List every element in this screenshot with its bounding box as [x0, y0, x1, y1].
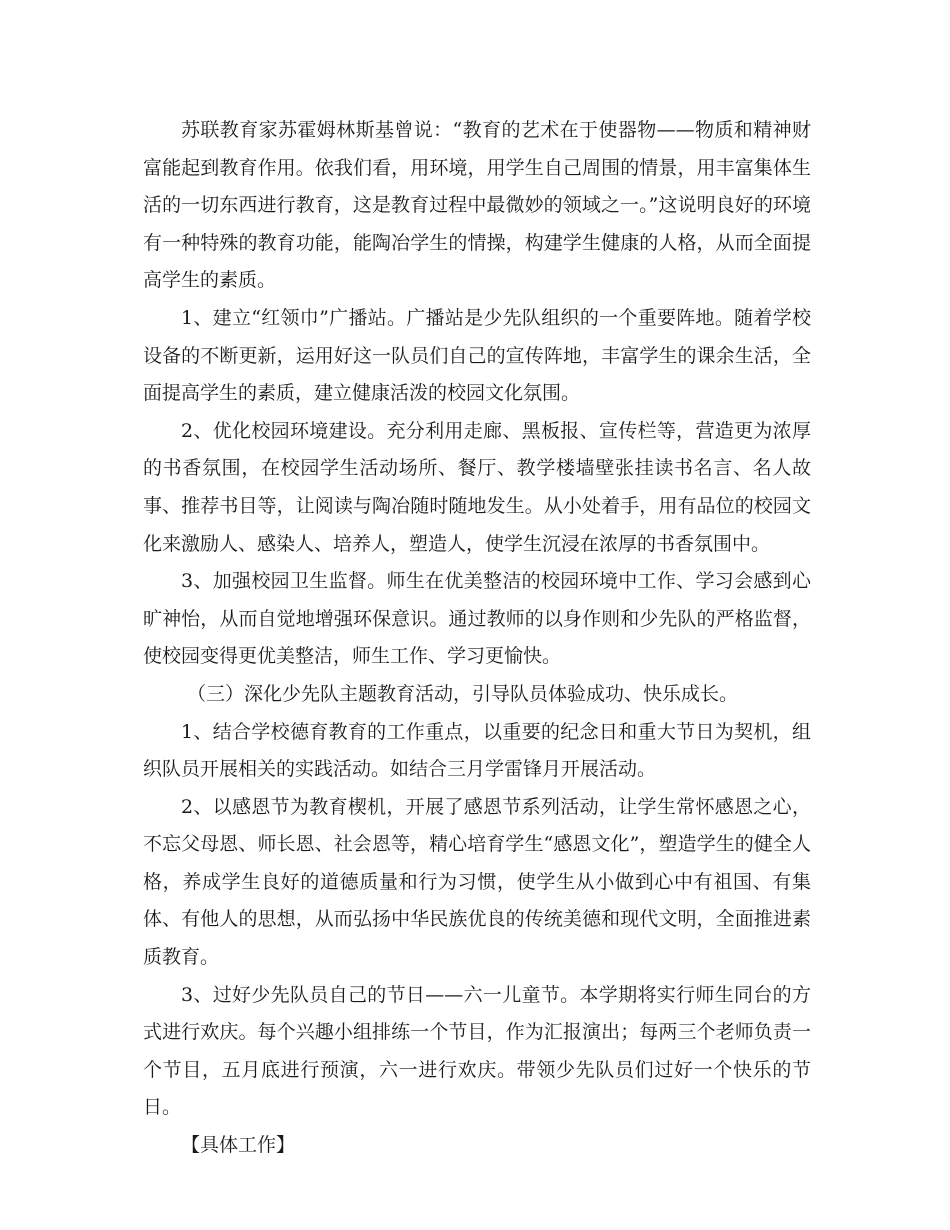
- section-heading-specific-work: 【具体工作】: [181, 1134, 296, 1157]
- paragraph-environment-intro: 苏联教育家苏霍姆林斯基曾说：“教育的艺术在于使器物——物质和精神财富能起到教育作用。依我们看，用环境，用学生自己周围的情景，用丰富集体生活的一切东西进行教育，这是教育过程中最微妙的领域之一。”这说明良好的环境有一种特殊的教育功能，能陶冶学生的情操，构建学生健康的人格，从而全面提高学生的素质。: [143, 119, 811, 292]
- document-body: [143, 112, 811, 1165]
- paragraph-hygiene-supervision: 3、加强校园卫生监督。师生在优美整洁的校园环境中工作、学习会感到心旷神怡，从而自觉地增强环保意识。通过教师的以身作则和少先队的严格监督，使校园变得更优美整洁，师生工作、学习更愉快。: [143, 570, 811, 668]
- paragraph-campus-environment: 2、优化校园环境建设。充分利用走廊、黑板报、宣传栏等，营造更为浓厚的书香氛围，在校园学生活动场所、餐厅、教学楼墙壁张挂读书名言、名人故事、推荐书目等，让阅读与陶冶随时随地发生。从小处着手，用有品位的校园文化来激励人、感染人、培养人，塑造人，使学生沉浸在浓厚的书香氛围中。: [143, 419, 811, 555]
- paragraph-moral-education: 1、结合学校德育教育的工作重点，以重要的纪念日和重大节日为契机，组织队员开展相关的实践活动。如结合三月学雷锋月开展活动。: [143, 720, 811, 781]
- section-heading-theme-education: （三）深化少先队主题教育活动，引导队员体验成功、快乐成长。: [187, 682, 739, 705]
- paragraph-childrens-day: 3、过好少先队员自己的节日——六一儿童节。本学期将实行师生同台的方式进行欢庆。每个兴趣小组排练一个节目，作为汇报演出；每两三个老师负责一个节目，五月底进行预演，六一进行欢庆。带领少先队员们过好一个快乐的节日。: [143, 983, 811, 1119]
- paragraph-broadcast-station: 1、建立“红领巾”广播站。广播站是少先队组织的一个重要阵地。随着学校设备的不断更新，运用好这一队员们自己的宣传阵地，丰富学生的课余生活，全面提高学生的素质，建立健康活泼的校园文化氛围。: [143, 306, 811, 405]
- paragraph-thanksgiving: 2、以感恩节为教育楔机，开展了感恩节系列活动，让学生常怀感恩之心，不忘父母恩、师长恩、社会恩等，精心培育学生“感恩文化”，塑造学生的健全人格，养成学生良好的道德质量和行为习惯，使学生从小做到心中有祖国、有集体、有他人的思想，从而弘扬中华民族优良的传统美德和现代文明，全面推进素质教育。: [143, 795, 811, 969]
